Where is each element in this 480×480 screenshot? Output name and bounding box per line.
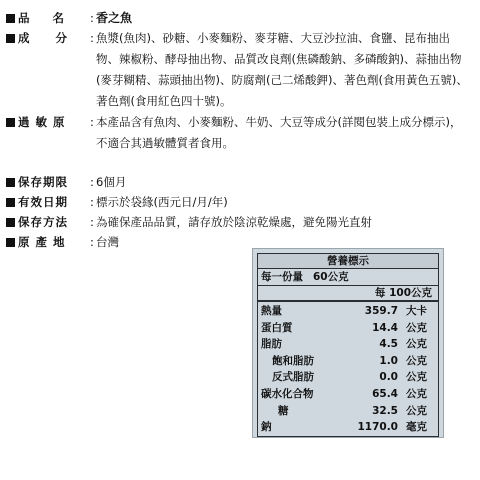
separator: : [90,115,94,129]
bullet-square-icon [6,178,15,187]
nutrient-unit: 公克 [406,371,427,384]
nutrient-value: 65.4 [372,387,398,400]
separator: : [90,175,94,189]
product-info [6,0,476,252]
storage-value: 為確保產品品質，請存放於陰涼乾燥處，避免陽光直射 [96,215,372,229]
nutrient-name: 反式脂肪 [272,371,314,384]
ingredients-value: 魚漿(魚肉)、砂糖、小麥麵粉、麥芽糖、大豆沙拉油、食鹽、昆布抽出物、辣椒粉、酵母抽出物、品質改良劑(焦磷酸鈉、多磷酸鈉)、蒜抽出物(麥芽糊精、蒜頭抽出物)、防腐劑(己二烯酸鉀)、著色劑(食用黃色五號)、著色劑(食用紅色四十號)。 [96,31,468,108]
nutrition-title: 營養標示 [257,253,439,269]
nutrition-row-trans-fat [258,369,438,386]
nutrition-row-sodium [258,419,438,436]
ingredients-label: 成 分 [18,31,68,45]
storage-row [6,212,476,232]
separator: : [90,235,94,249]
storage-label: 保存方法 [18,215,68,229]
bullet-square-icon [6,198,15,207]
allergens-label: 過 敏 原 [18,115,66,129]
origin-value: 台灣 [96,235,119,249]
nutrient-unit: 毫克 [406,421,427,434]
nutrient-unit: 公克 [406,338,427,351]
product-name-row [6,8,476,28]
nutrient-unit: 公克 [406,404,427,417]
shelf-life-value: 6個月 [96,175,127,189]
separator: : [90,215,94,229]
nutrition-facts-panel [253,249,443,437]
origin-label: 原 產 地 [18,235,66,249]
nutrient-value: 1.0 [379,354,398,367]
serving-value: 60公克 [313,271,349,283]
serving-size [257,269,439,286]
expiry-label: 有效日期 [18,195,68,209]
nutrient-name: 熱量 [261,305,282,317]
nutrient-value: 14.4 [372,321,398,334]
nutrient-unit: 大卡 [406,305,427,317]
expiry-value: 標示於袋緣(西元日/月/年) [96,195,228,209]
nutrient-unit: 公克 [406,354,427,367]
nutrition-row-saturated-fat [258,353,438,370]
nutrient-name: 飽和脂肪 [272,354,314,367]
nutrient-name: 糖 [278,404,289,417]
product-name-value: 香之魚 [96,11,133,25]
nutrition-row-fat [258,336,438,353]
nutrient-value: 0.0 [379,371,398,384]
bullet-square-icon [6,218,15,227]
nutrient-name: 蛋白質 [261,321,293,334]
allergens-value: 本產品含有魚肉、小麥麵粉、牛奶、大豆等成分(詳閱包裝上成分標示)，不適合其過敏體質者食用。 [96,115,462,150]
allergens-row [6,112,476,154]
shelf-life-row [6,172,476,192]
separator: : [90,195,94,209]
bullet-square-icon [6,238,15,247]
shelf-life-label: 保存期限 [18,175,68,189]
nutrition-row-protein [258,320,438,337]
bullet-square-icon [6,118,15,127]
bullet-square-icon [6,34,15,43]
per-100g-header: 每 100公克 [257,286,439,300]
serving-label: 每一份量 [261,271,303,283]
bullet-square-icon [6,14,15,23]
product-name-label: 品 名 [18,11,64,25]
nutrient-unit: 公克 [406,387,427,400]
separator: : [90,31,94,45]
nutrient-name: 碳水化合物 [261,387,314,400]
nutrient-value: 1170.0 [357,421,398,434]
nutrient-unit: 公克 [406,321,427,334]
nutrient-value: 32.5 [372,404,398,417]
nutrient-name: 脂肪 [261,338,282,351]
ingredients-row [6,28,476,112]
expiry-row [6,192,476,212]
nutrition-rows [257,300,439,437]
nutrient-name: 鈉 [261,421,272,434]
nutrition-row-energy [258,303,438,320]
nutrition-row-sugar [258,403,438,420]
nutrient-value: 359.7 [364,305,398,317]
nutrient-value: 4.5 [379,338,398,351]
nutrition-row-carbohydrate [258,386,438,403]
spacer [6,154,476,172]
separator: : [90,11,94,25]
